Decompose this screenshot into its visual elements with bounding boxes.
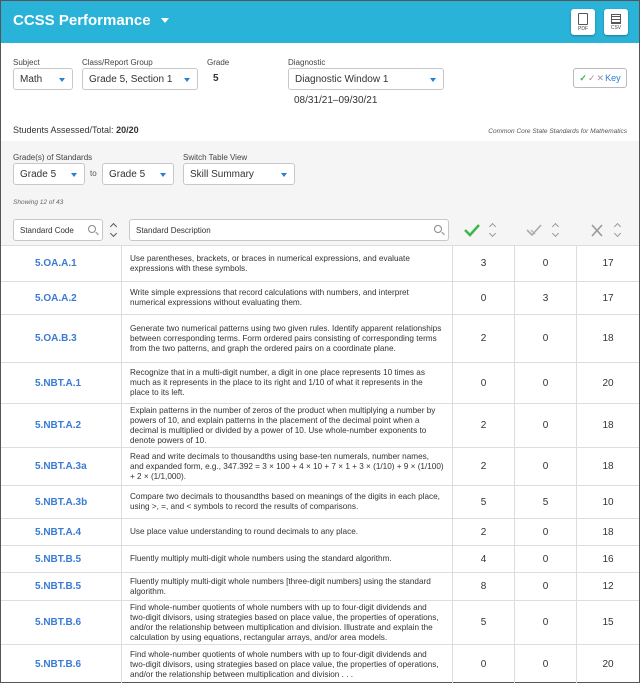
standard-code-search[interactable] <box>13 219 103 241</box>
students-assessed <box>13 125 139 135</box>
correct-count: 5 <box>453 601 515 644</box>
subject-label: Subject <box>13 58 40 67</box>
sort-incorrect-icon[interactable] <box>614 223 622 237</box>
standard-code-link[interactable]: 5.NBT.B.6 <box>1 645 122 683</box>
standard-description: Find whole-number quotients of whole numbers with up to four-digit dividends and two-digit divisors, using strategies based on place value, the properties of operations, and/or the relationship between multiplication and division. Illustrate and explain the calculation by using equations, rectangular arrays, and/or area models. <box>122 601 453 644</box>
standard-code-placeholder: Standard Code <box>20 226 74 235</box>
dropdown-arrow-icon <box>184 78 190 82</box>
grade-label: Grade <box>207 58 230 67</box>
standard-code-link[interactable]: 5.NBT.B.5 <box>1 546 122 572</box>
standard-code-link[interactable]: 5.NBT.A.2 <box>1 404 122 447</box>
csv-export-button[interactable] <box>604 9 628 35</box>
table-row <box>1 572 639 600</box>
pdf-export-button[interactable] <box>571 9 595 35</box>
incorrect-count: 20 <box>602 659 614 670</box>
search-icon <box>88 225 96 233</box>
standard-description: Write simple expressions that record calculations with numbers, and interpret numerical expressions without evaluating them. <box>122 282 453 314</box>
partial-count: 3 <box>515 282 577 314</box>
table-row <box>1 447 639 485</box>
grade-from-value: Grade 5 <box>20 169 57 180</box>
standard-code-link[interactable]: 5.NBT.A.1 <box>1 363 122 403</box>
class-label: Class/Report Group <box>82 58 153 67</box>
sort-partial-icon[interactable] <box>552 223 560 237</box>
students-label: Students Assessed/Total: <box>13 125 114 135</box>
partial-count: 0 <box>515 519 577 545</box>
correct-count: 2 <box>453 448 515 485</box>
key-label: Key <box>605 73 621 83</box>
partial-count: 0 <box>515 448 577 485</box>
incorrect-count: 20 <box>602 377 614 389</box>
correct-count: 0 <box>453 282 515 314</box>
correct-count: 5 <box>453 486 515 518</box>
partial-count: 0 <box>515 404 577 447</box>
table-row <box>1 485 639 518</box>
standard-code-link[interactable]: 5.OA.B.3 <box>1 315 122 362</box>
standard-description: Read and write decimals to thousandths using base-ten numerals, number names, and expanded form, e.g., 347.392 = 3 × 100 + 4 × 10 + 7 × 1 + 3 × (1/10) + 9 × (1/100) + 2 × (1/1,000). <box>122 448 453 485</box>
correct-count: 2 <box>453 519 515 545</box>
table-view-label: Switch Table View <box>183 153 248 162</box>
partial-count: 5 <box>515 486 577 518</box>
table-row <box>1 245 639 281</box>
correct-count: 2 <box>453 315 515 362</box>
table-row <box>1 281 639 314</box>
partial-count: 0 <box>515 246 577 281</box>
correct-count: 8 <box>453 573 515 600</box>
partial-count: 0 <box>515 645 577 683</box>
dropdown-arrow-icon <box>160 173 166 177</box>
chevron-down-icon <box>161 18 169 23</box>
standard-code-link[interactable]: 5.NBT.B.5 <box>1 573 122 600</box>
showing-count: Showing 12 of 43 <box>13 199 64 206</box>
standard-code-link[interactable]: 5.OA.A.1 <box>1 246 122 281</box>
class-select[interactable] <box>82 68 198 90</box>
partial-count: 0 <box>515 601 577 644</box>
partial-count: 0 <box>515 546 577 572</box>
correct-count: 0 <box>453 645 515 683</box>
correct-count: 0 <box>453 363 515 403</box>
partial-count: 0 <box>515 573 577 600</box>
incorrect-count: 12 <box>602 581 614 592</box>
key-button[interactable] <box>573 68 627 88</box>
check-icon <box>463 223 481 237</box>
standard-code-link[interactable]: 5.NBT.A.3b <box>1 486 122 518</box>
standard-code-link[interactable]: 5.NBT.A.3a <box>1 448 122 485</box>
standard-code-link[interactable]: 5.OA.A.2 <box>1 282 122 314</box>
partial-check-icon <box>525 223 545 237</box>
table-row <box>1 600 639 644</box>
standard-code-link[interactable]: 5.NBT.A.4 <box>1 519 122 545</box>
table-row <box>1 545 639 572</box>
standard-description-search[interactable] <box>129 219 449 241</box>
standard-description: Use parentheses, brackets, or braces in numerical expressions, and evaluate expressions with these symbols. <box>122 246 453 281</box>
diagnostic-select[interactable] <box>288 68 444 90</box>
correct-count: 4 <box>453 546 515 572</box>
ccss-note: Common Core State Standards for Mathematics <box>488 128 627 135</box>
pdf-icon <box>578 13 588 25</box>
incorrect-count: 18 <box>602 461 614 472</box>
table-row <box>1 314 639 362</box>
page-title: CCSS Performance <box>13 12 151 29</box>
standard-description: Fluently multiply multi-digit whole numbers using the standard algorithm. <box>122 546 453 572</box>
standard-code-link[interactable]: 5.NBT.B.6 <box>1 601 122 644</box>
standard-description: Fluently multiply multi-digit whole numbers [three-digit numbers] using the standard algorithm. <box>122 573 453 600</box>
standard-description: Generate two numerical patterns using two given rules. Identify apparent relationships between corresponding terms. Form ordered pairs consisting of corresponding terms from the two patterns, and graph the ordered pairs on a coordinate plane. <box>122 315 453 362</box>
correct-count: 2 <box>453 404 515 447</box>
app-header <box>1 1 639 43</box>
grade-to-value: Grade 5 <box>109 169 146 180</box>
table-view-select[interactable] <box>183 163 295 185</box>
grades-standards-label: Grade(s) of Standards <box>13 153 93 162</box>
date-range: 08/31/21–09/30/21 <box>294 95 378 106</box>
students-value: 20/20 <box>116 125 139 135</box>
dropdown-arrow-icon <box>430 78 436 82</box>
incorrect-count: 15 <box>602 617 614 628</box>
dropdown-arrow-icon <box>59 78 65 82</box>
cross-icon <box>590 224 604 237</box>
standard-description: Use place value understanding to round decimals to any place. <box>122 519 453 545</box>
standard-description: Compare two decimals to thousandths based on meanings of the digits in each place, using >, =, and < symbols to record the results of comparisons. <box>122 486 453 518</box>
csv-icon <box>611 14 621 24</box>
incorrect-count: 17 <box>602 258 614 269</box>
pdf-label: PDF <box>578 25 588 32</box>
table-row <box>1 518 639 545</box>
incorrect-count: 17 <box>602 292 614 304</box>
grade-from-select[interactable] <box>13 163 85 185</box>
check-icon: ✓ <box>579 72 587 83</box>
class-value: Grade 5, Section 1 <box>89 74 173 85</box>
diagnostic-label: Diagnostic <box>288 58 326 67</box>
standards-filter-panel <box>1 141 639 245</box>
partial-count: 0 <box>515 315 577 362</box>
table-row <box>1 403 639 447</box>
csv-label: CSV <box>610 24 622 31</box>
sort-correct-icon[interactable] <box>489 223 497 237</box>
partial-check-icon: ✓ <box>587 72 596 83</box>
dropdown-arrow-icon <box>71 173 77 177</box>
to-label: to <box>90 169 97 178</box>
grade-value: 5 <box>213 73 219 84</box>
sort-code-icon[interactable] <box>110 223 118 237</box>
subject-value: Math <box>20 74 43 85</box>
incorrect-count: 10 <box>602 496 614 508</box>
grade-to-select[interactable] <box>102 163 174 185</box>
report-title-dropdown[interactable] <box>13 12 169 29</box>
standard-description: Explain patterns in the number of zeros of the product when multiplying a number by powers of 10, and explain patterns in the placement of the decimal point when a decimal is multiplied or divided by a power of 10. Use whole-number exponents to denote powers of 10. <box>122 404 453 447</box>
incorrect-count: 18 <box>602 420 614 431</box>
subject-select[interactable] <box>13 68 73 90</box>
standard-description-placeholder: Standard Description <box>136 226 211 235</box>
table-view-value: Skill Summary <box>190 169 254 180</box>
search-icon <box>434 225 442 233</box>
dropdown-arrow-icon <box>281 173 287 177</box>
standard-description: Recognize that in a multi-digit number, a digit in one place represents 10 times as much as it represents in the place to its right and 1/10 of what it represents in the place to its left. <box>122 363 453 403</box>
incorrect-count: 18 <box>602 333 614 344</box>
diagnostic-value: Diagnostic Window 1 <box>295 74 389 85</box>
incorrect-count: 18 <box>602 526 614 538</box>
standard-description: Find whole-number quotients of whole numbers with up to four-digit dividends and two-digit divisors, using strategies based on place value, the properties of operations, and/or the relationship between multiplication and division . . . <box>122 645 453 683</box>
table-row <box>1 644 639 683</box>
incorrect-count: 16 <box>602 553 614 565</box>
partial-count: 0 <box>515 363 577 403</box>
table-row <box>1 362 639 403</box>
correct-count: 3 <box>453 246 515 281</box>
cross-icon: ✕ <box>596 72 605 83</box>
